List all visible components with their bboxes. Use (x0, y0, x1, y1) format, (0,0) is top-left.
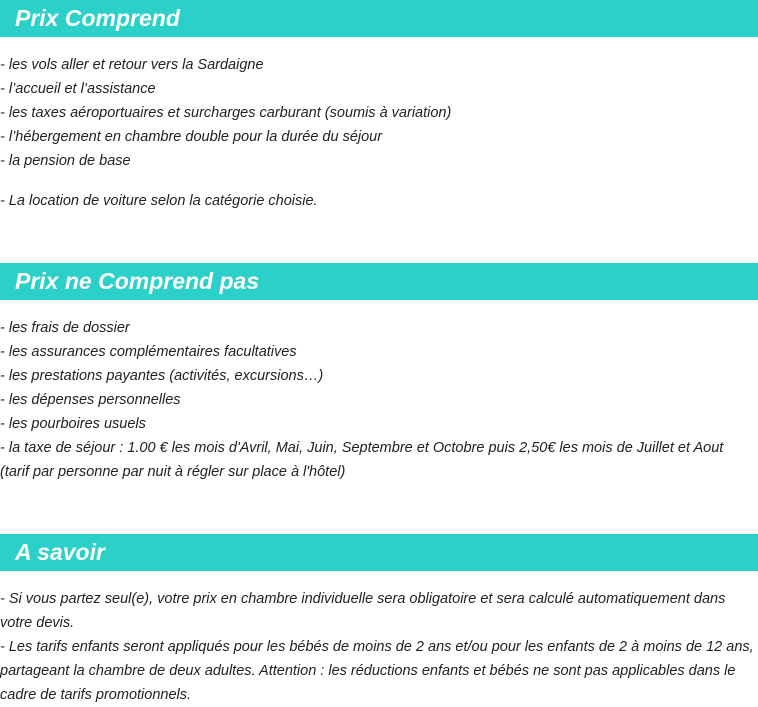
list-item: - les pourboires usuels (0, 416, 146, 432)
list-item: - l’hébergement en chambre double pour la durée du séjour (0, 129, 383, 145)
list-item: - la taxe de séjour : 1.00 € les mois d'Avril, Mai, Juin, Septembre et Octobre puis 2,50€ les mois de Juillet et Aout (tarif par personne par nuit à régler sur place à l'hôtel) (0, 440, 724, 480)
list-item: - les vols aller et retour vers la Sardaigne (0, 57, 264, 73)
list-item: - l’accueil et l’assistance (0, 81, 156, 97)
list-item: - La location de voiture selon la catégorie choisie. (0, 193, 318, 209)
section-body-a-savoir (0, 587, 754, 707)
section-header-prix-comprend: Prix Comprend (0, 0, 758, 37)
list-item: - Si vous partez seul(e), votre prix en chambre individuelle sera obligatoire et sera calculé automatiquement dans votre devis. (0, 591, 726, 631)
list-item: - la pension de base (0, 153, 131, 169)
list-item: - les taxes aéroportuaires et surcharges carburant (soumis à variation) (0, 105, 452, 121)
list-item: - les dépenses personnelles (0, 392, 181, 408)
section-body-prix-ne-comprend-pas (0, 316, 754, 484)
list-item: - les prestations payantes (activités, excursions…) (0, 368, 324, 384)
list-item: - les frais de dossier (0, 320, 130, 336)
section-body-prix-comprend (0, 53, 754, 213)
list-item: - Les tarifs enfants seront appliqués pour les bébés de moins de 2 ans et/ou pour les enfants de 2 à moins de 12 ans, partageant la chambre de deux adultes. Attention : les réductions enfants et bébés ne sont pas applicables dans le cadre de tarifs promotionnels. (0, 639, 754, 703)
list-item: - les assurances complémentaires facultatives (0, 344, 297, 360)
section-header-a-savoir: A savoir (0, 534, 758, 571)
section-header-prix-ne-comprend-pas: Prix ne Comprend pas (0, 263, 758, 300)
